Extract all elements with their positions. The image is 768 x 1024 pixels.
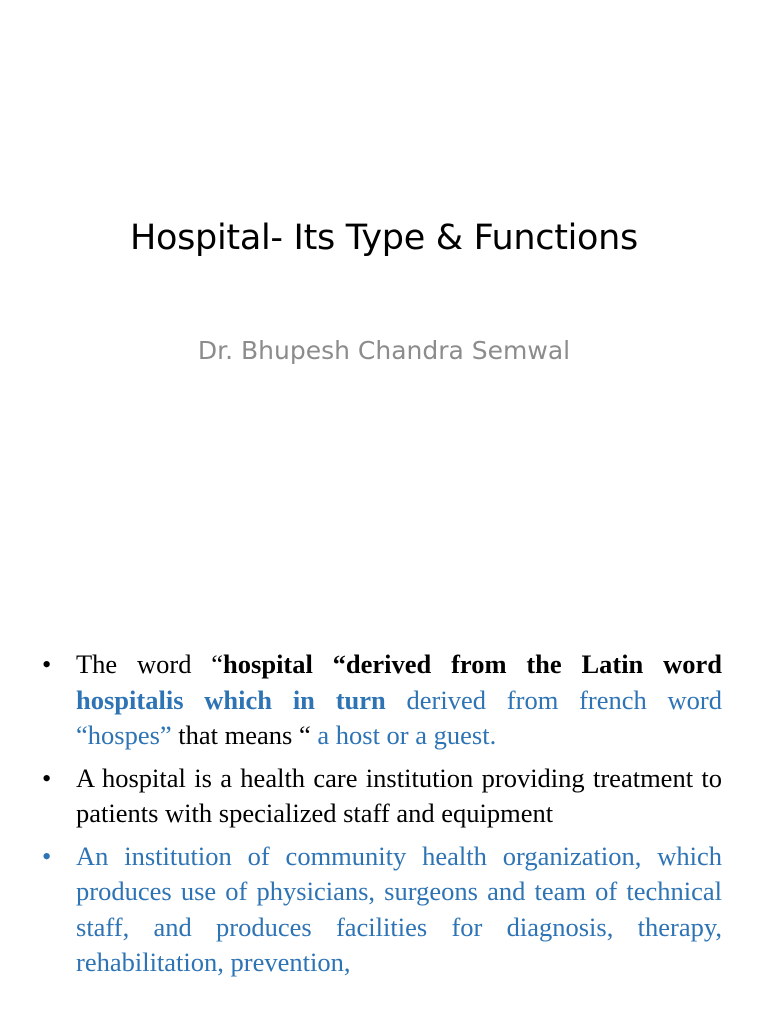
bullet1-text-5: “hospes” bbox=[76, 720, 172, 750]
bullet1-text-1: The word “ bbox=[76, 649, 224, 679]
bullet-list bbox=[42, 647, 722, 988]
bullet1-text-3: hospitalis which in turn bbox=[76, 684, 386, 715]
bullet-icon: • bbox=[42, 840, 52, 871]
bullet-icon: • bbox=[42, 762, 52, 793]
bullet1-text-2: hospital “derived from the Latin word bbox=[223, 649, 722, 679]
bullet1-text-7: a host or a guest. bbox=[310, 720, 497, 750]
slide-title: Hospital- Its Type & Functions bbox=[129, 218, 638, 258]
slide-subtitle: Dr. Bhupesh Chandra Semwal bbox=[197, 336, 571, 365]
bullet-item-definition bbox=[42, 647, 722, 754]
bullet-item-healthcare bbox=[42, 761, 722, 832]
bullet1-text-6: that means “ bbox=[171, 720, 311, 750]
content-slide bbox=[0, 576, 768, 1024]
bullet-item-institution bbox=[42, 839, 722, 981]
bullet1-text-4: derived from french word bbox=[385, 684, 722, 715]
bullet-icon: • bbox=[42, 649, 52, 679]
bullet3-text: An institution of community health organization, which produces use of physicians, surgeons and team of technical staff, and produces facilities for diagnosis, therapy, rehabilitation, prevention, bbox=[76, 840, 722, 977]
bullet2-text: A hospital is a health care institution providing treatment to patients with specialized staff and equipment bbox=[76, 762, 722, 828]
